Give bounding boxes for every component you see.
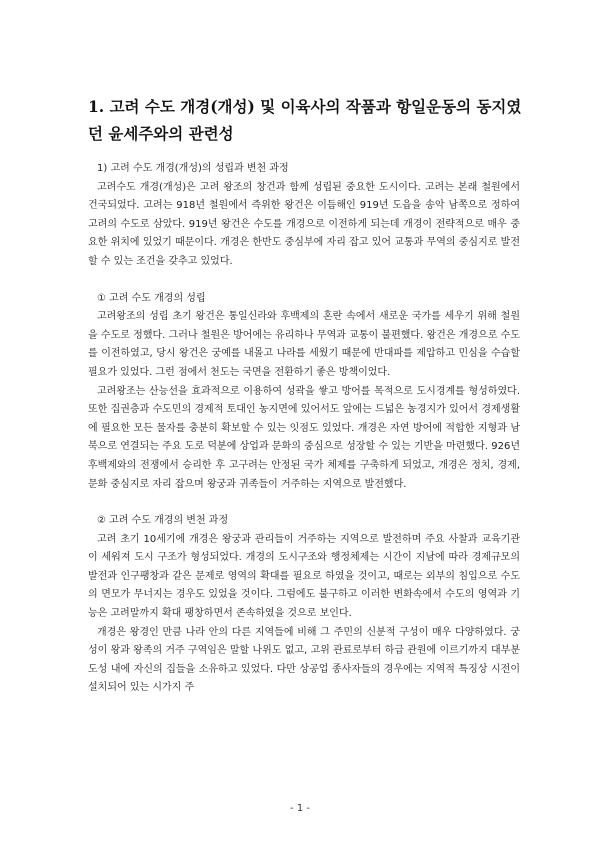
section2-paragraph-1: 고려왕조의 성립 초기 왕건은 통일신라와 후백제의 혼란 속에서 새로운 국가를 세우기 위해 철원을 수도로 정했다. 그러나 철원은 방어에는 유리하나 무역과 교통이 불편했다. 왕건은 개경으로 수도를 이전하였고, 당시 왕건은 궁예를 내몰고 나라를 세웠기 때문에 반대파를 제압하고 민심을 수습할 필요가 있었다. 그런 점에서 천도는 국면을 전환하기 좋은 방책이었다. (88, 311, 520, 378)
section3-paragraph-1: 고려 초기 10세기에 개경은 왕궁과 관리들이 거주하는 지역으로 발전하며 주요 사찰과 교육기관이 세워져 도시 구조가 형성되었다. 개경의 도시구조와 행정체제는 시간이 지남에 따라 경제규모의 발전과 인구팽창과 같은 문제로 영역의 확대를 필요로 하였을 것이고, 때로는 외부의 침입으로 수도의 면모가 무너지는 경우도 있었을 것이다. 그럼에도 불구하고 이러한 변화속에서 수도의 영역과 기능은 고려말까지 확대 팽창하면서 존속하였을 것으로 보인다. (88, 533, 520, 620)
document-body (88, 160, 520, 698)
spacer (88, 272, 520, 290)
section3-paragraph-2: 개경은 왕경인 만큼 나라 안의 다른 지역들에 비해 그 주민의 신분적 구성이 매우 다양하였다. 궁성이 왕과 왕족의 거주 구역임은 말할 나위도 없고, 고위 관료로부터 하급 관원에 이르기까지 대부분 도성 내에 자신의 집들을 소유하고 있었다. 다만 상공업 종사자들의 경우에는 지역적 특징상 시전이 설치되어 있는 시가지 주 (88, 626, 520, 694)
section-heading-2: ① 고려 수도 개경의 성립 (97, 292, 206, 304)
section-heading-1: 1) 고려 수도 개경(개성)의 성립과 변천 과정 (97, 163, 289, 174)
document-title: 1. 고려 수도 개경(개성) 및 이육사의 작품과 항일운동의 동지였던 윤세주와의 관련성 (88, 97, 522, 143)
section-heading-3: ② 고려 수도 개경의 변천 과정 (97, 515, 229, 527)
spacer (88, 494, 520, 512)
section2-paragraph-2: 고려왕조는 산능선을 효과적으로 이용하여 성곽을 쌓고 방어를 목적으로 도시경계를 형성하였다. 또한 집권층과 수도민의 경제적 토대인 농지면에 있어서도 앞에는 드넓은 농경지가 있어서 경제생활에 필요한 모든 물자를 충분히 확보할 수 있는 잇점도 있었다. 개경은 자연 방어에 적합한 지형과 남북으로 연결되는 주요 도로 덕분에 상업과 문화의 중심으로 성장할 수 있는 기반을 마련했다. 926년 후백제와의 전쟁에서 승리한 후 고구려는 안정된 국가 체제를 구축하게 되었고, 개경은 정치, 경제, 문화 중심지로 자리 잡으며 왕궁과 귀족들이 거주하는 지역으로 발전했다. (88, 385, 520, 490)
section1-paragraph-1: 고려수도 개경(개성)은 고려 왕조의 창건과 함께 성립된 중요한 도시이다. 고려는 본래 철원에서 건국되었다. 고려는 918년 철원에서 즉위한 왕건은 이듬해인 919년 도읍을 송악 남쪽으로 정하여 고려의 수도로 삼았다. 919년 왕건은 수도를 개경으로 이전하게 되는데 개경이 전략적으로 매우 중요한 위치에 있었기 때문이다. 개경은 한반도 중심부에 자리 잡고 있어 교통과 무역의 중심지로 발전할 수 있는 조건을 갖추고 있었다. (88, 181, 520, 267)
page-number: - 1 - (290, 803, 310, 814)
